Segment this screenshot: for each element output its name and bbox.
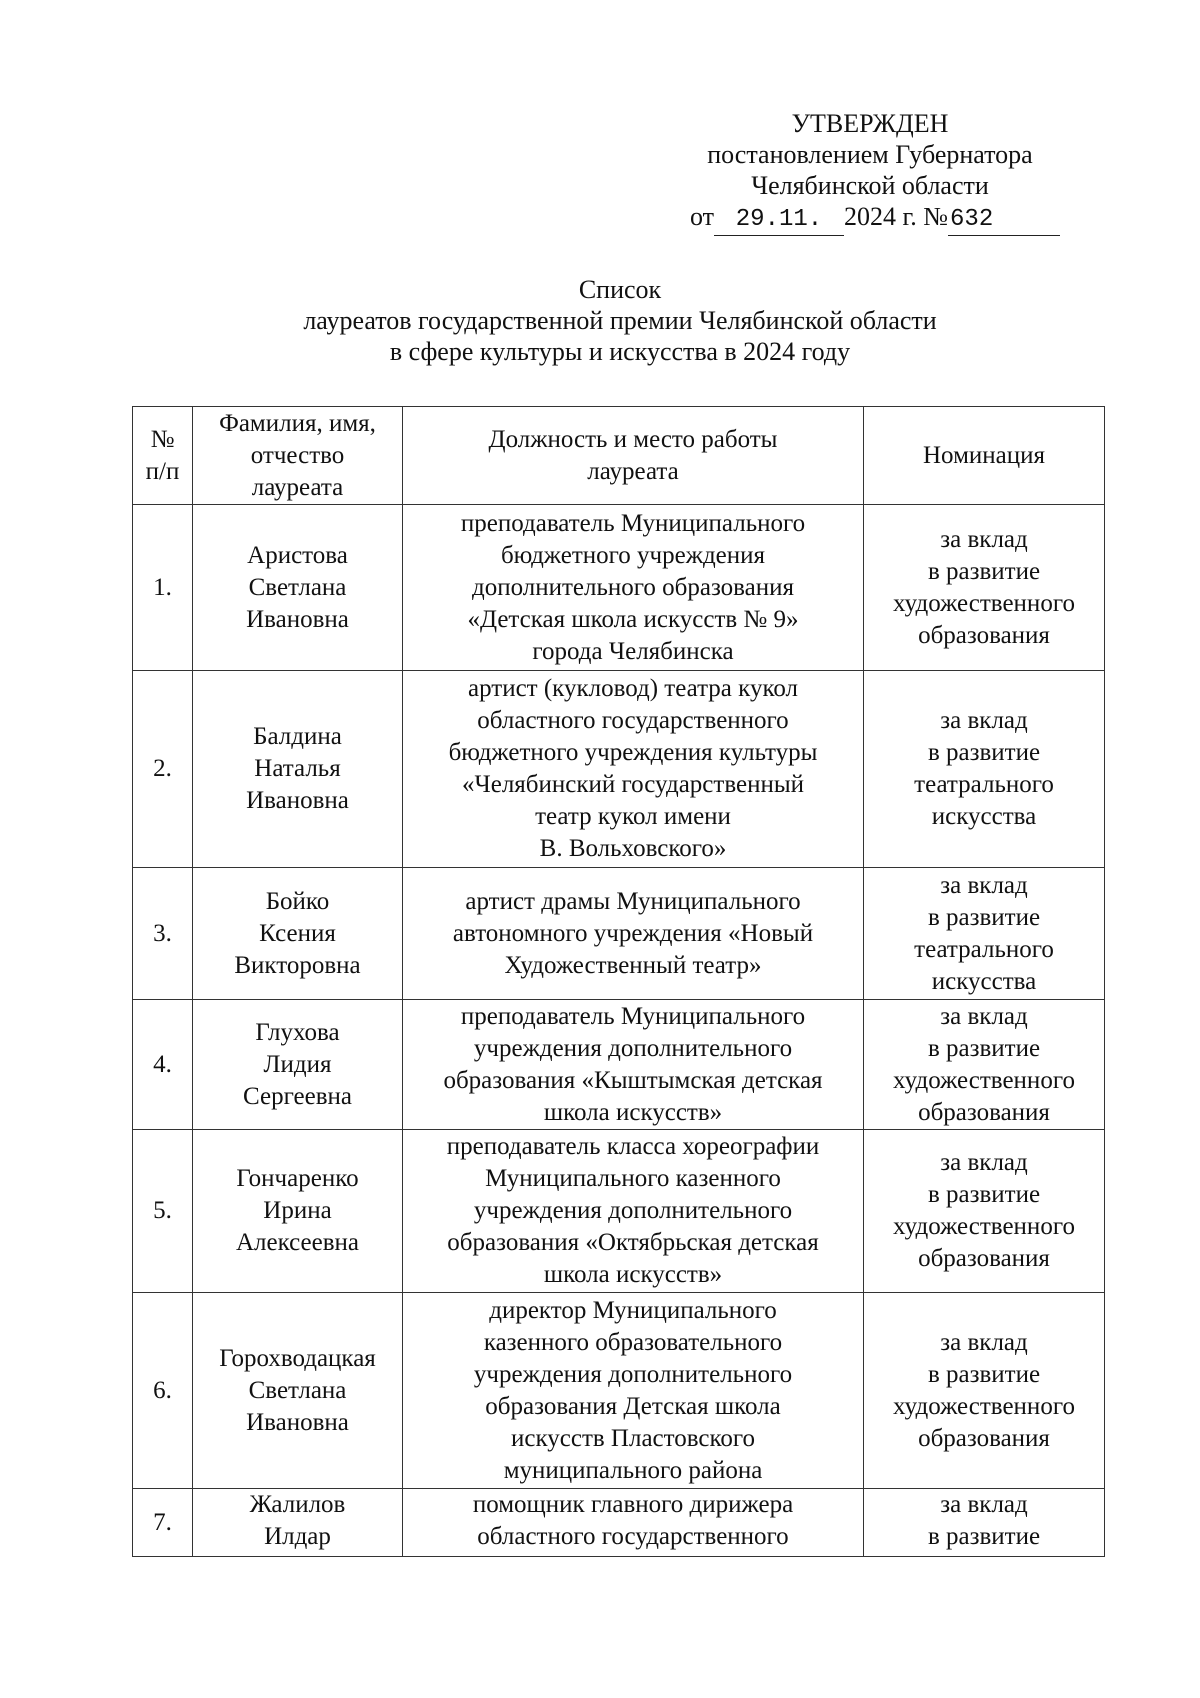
row-position: преподаватель класса хореографии Муниципального казенного учреждения дополнительного образования «Октябрьская детская школа искусств»: [403, 1130, 864, 1293]
row-nomination: за вклад в развитие: [864, 1489, 1105, 1557]
row-num: 3.: [133, 868, 193, 1000]
title-line-1: Список: [578, 275, 662, 304]
row-name: Гончаренко Ирина Алексеевна: [193, 1130, 403, 1293]
row-nomination: за вклад в развитие театрального искусства: [864, 671, 1105, 868]
approval-date-line: [690, 201, 1060, 236]
row-num: 2.: [133, 671, 193, 868]
header-name: Фамилия, имя, отчество лауреата: [193, 407, 403, 505]
table-row: [133, 1489, 1105, 1557]
row-num: 7.: [133, 1489, 193, 1557]
approval-from-label: от: [689, 202, 715, 231]
table-row: [133, 1130, 1105, 1293]
row-position: артист драмы Муниципального автономного учреждения «Новый Художественный театр»: [403, 868, 864, 1000]
approval-stamp: [690, 108, 1050, 236]
table-row: [133, 868, 1105, 1000]
row-num: 6.: [133, 1293, 193, 1489]
row-position: директор Муниципального казенного образовательного учреждения дополнительного образования Детская школа искусств Пластовского муниципального района: [403, 1293, 864, 1489]
row-nomination: за вклад в развитие художественного образования: [864, 1000, 1105, 1130]
row-position: преподаватель Муниципального учреждения дополнительного образования «Кыштымская детская школа искусств»: [403, 1000, 864, 1130]
table-row: [133, 671, 1105, 868]
header-nomination: Номинация: [864, 407, 1105, 505]
document-title: [140, 274, 1100, 367]
row-num: 5.: [133, 1130, 193, 1293]
approval-line-2: Челябинской области: [751, 171, 989, 200]
approval-year: 2024 г. №: [843, 202, 949, 231]
row-name: Балдина Наталья Ивановна: [193, 671, 403, 868]
laureates-table: [132, 406, 1105, 1557]
row-position: преподаватель Муниципального бюджетного учреждения дополнительного образования «Детская школа искусств № 9» города Челябинска: [403, 505, 864, 671]
header-num: № п/п: [133, 407, 193, 505]
header-position: Должность и место работы лауреата: [403, 407, 864, 505]
row-position: артист (кукловод) театра кукол областного государственного бюджетного учреждения культуры «Челябинский государственный театр кукол имени В. Вольховского»: [403, 671, 864, 868]
table-row: [133, 1293, 1105, 1489]
table-row: [133, 1000, 1105, 1130]
title-line-3: в сфере культуры и искусства в 2024 году: [389, 337, 851, 366]
row-num: 4.: [133, 1000, 193, 1130]
approval-heading: УТВЕРЖДЕН: [791, 109, 949, 138]
row-name: Аристова Светлана Ивановна: [193, 505, 403, 671]
title-line-2: лауреатов государственной премии Челябинской области: [303, 306, 937, 335]
table-row: [133, 505, 1105, 671]
row-nomination: за вклад в развитие художественного образования: [864, 1130, 1105, 1293]
row-nomination: за вклад в развитие художественного образования: [864, 505, 1105, 671]
row-num: 1.: [133, 505, 193, 671]
approval-date: 29.11.: [714, 204, 844, 236]
row-name: Жалилов Илдар: [193, 1489, 403, 1557]
row-nomination: за вклад в развитие художественного образования: [864, 1293, 1105, 1489]
row-name: Горохводацкая Светлана Ивановна: [193, 1293, 403, 1489]
approval-number: 632: [948, 204, 1060, 236]
row-position: помощник главного дирижера областного государственного: [403, 1489, 864, 1557]
table-header-row: [133, 407, 1105, 505]
row-name: Бойко Ксения Викторовна: [193, 868, 403, 1000]
row-nomination: за вклад в развитие театрального искусства: [864, 868, 1105, 1000]
approval-line-1: постановлением Губернатора: [707, 140, 1033, 169]
row-name: Глухова Лидия Сергеевна: [193, 1000, 403, 1130]
